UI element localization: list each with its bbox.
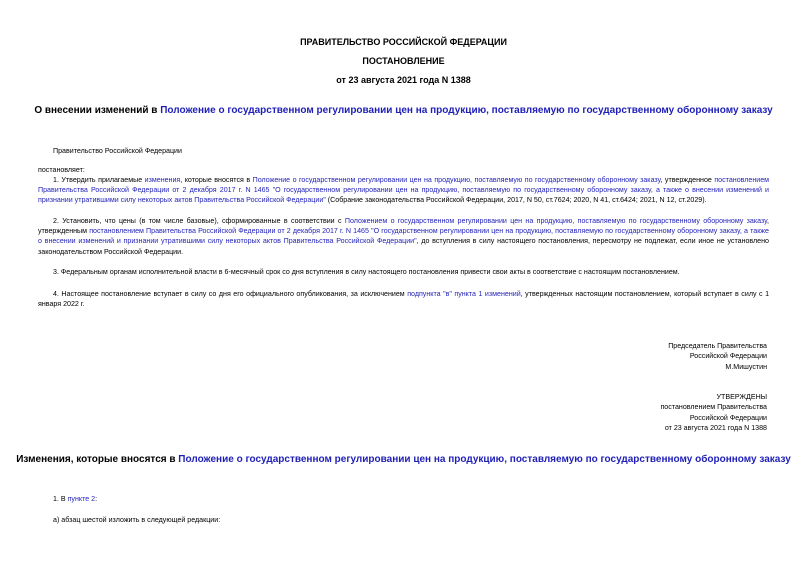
document-title-link[interactable]: Положение о государственном регулировании цен на продукцию, поставляемую по государственному оборонному заказу [160,105,773,116]
item-1 [38,494,769,504]
paragraph-2-text-1: 2. Установить, что цены (в том числе базовые), сформированные в соответствии с [53,217,345,225]
subparagraph-v-link[interactable]: подпункта "в" пункта 1 изменений [407,290,521,298]
paragraph-2-text-3: , до вступления в силу настоящего постановления, пересмотру не подлежат, если иное не установлено законодательством Российской Федерации. [38,237,769,256]
changes-title [0,454,807,465]
item-1a: а) абзац шестой изложить в следующей редакции: [53,516,221,524]
approved-block [507,392,767,433]
regulation-link[interactable]: Положение о государственном регулировании цен на продукцию, поставляемую по государственному оборонному заказу [252,176,661,184]
intro-decides: постановляет: [38,166,85,174]
paragraph-1 [38,175,769,206]
resolution-1465-link-2[interactable]: постановлением Правительства Российской Федерации от 2 декабря 2017 г. N 1465 "О государственном регулировании цен на продукцию, поставляемую по государственному оборонному заказу, а также о внесении изменений и признании утратившими силу некоторых актов Правительства Российской Федерации" [38,227,769,246]
approved-date: от 23 августа 2021 года N 1388 [664,423,767,432]
doc-type-heading: ПОСТАНОВЛЕНИЕ [362,56,445,66]
authority-heading: ПРАВИТЕЛЬСТВО РОССИЙСКОЙ ФЕДЕРАЦИИ [300,37,507,47]
point-2-link[interactable]: пункте 2 [67,495,96,503]
changes-title-prefix: Изменения, которые вносятся в [16,454,179,465]
paragraph-4-text-1: 4. Настоящее постановление вступает в силу со дня его официального опубликования, за исключением [53,290,408,298]
paragraph-1-text-2: , которые вносятся в [180,176,253,184]
intro-government: Правительство Российской Федерации [53,147,182,155]
document-title-prefix: О внесении изменений в [34,105,161,116]
approved-by: постановлением Правительства [660,403,767,412]
document-title [0,105,807,116]
paragraph-2 [38,216,769,257]
approved-country: Российской Федерации [689,413,767,422]
paragraph-4 [38,289,769,309]
paragraph-1-text-3: , утвержденное [660,176,715,184]
paragraph-4-text-2: , утвержденных настоящим постановлением, который вступает в силу с 1 января 2022 г. [38,290,770,309]
approved-label: УТВЕРЖДЕНЫ [716,393,767,401]
regulation-link-2[interactable]: Положением о государственном регулировании цен на продукцию, поставляемую по государственному оборонному заказу [344,217,768,225]
signature-block [507,341,767,372]
signature-name: М.Мишустин [725,362,767,371]
changes-title-link[interactable]: Положение о государственном регулировании цен на продукцию, поставляемую по государственному оборонному заказу [178,454,791,465]
item-1-text-2: : [95,495,98,503]
paragraph-1-text-4: (Собрание законодательства Российской Федерации, 2017, N 50, ст.7624; 2020, N 41, ст.6424; 2021, N 12, ст.2029). [325,196,707,205]
resolution-1465-link[interactable]: постановлением Правительства Российской Федерации от 2 декабря 2017 г. N 1465 "О государственном регулировании цен на продукцию, поставляемую по государственному оборонному заказу, а также о внесении изменений и признании утратившими силу некоторых актов Правительства Российской Федерации" [38,176,770,205]
date-number-heading: от 23 августа 2021 года N 1388 [336,75,471,85]
changes-link[interactable]: изменения [144,176,181,184]
signature-country: Российской Федерации [689,352,767,361]
paragraph-3: 3. Федеральным органам исполнительной власти в 6-месячный срок со дня вступления в силу настоящего постановления привести свои акты в соответствие с настоящим постановлением. [53,268,680,276]
item-1-text-1: 1. В [53,495,68,503]
signature-position: Председатель Правительства [668,342,767,350]
paragraph-1-text-1: 1. Утвердить прилагаемые [53,176,145,184]
paragraph-2-text-2: , утвержденным [38,217,769,236]
